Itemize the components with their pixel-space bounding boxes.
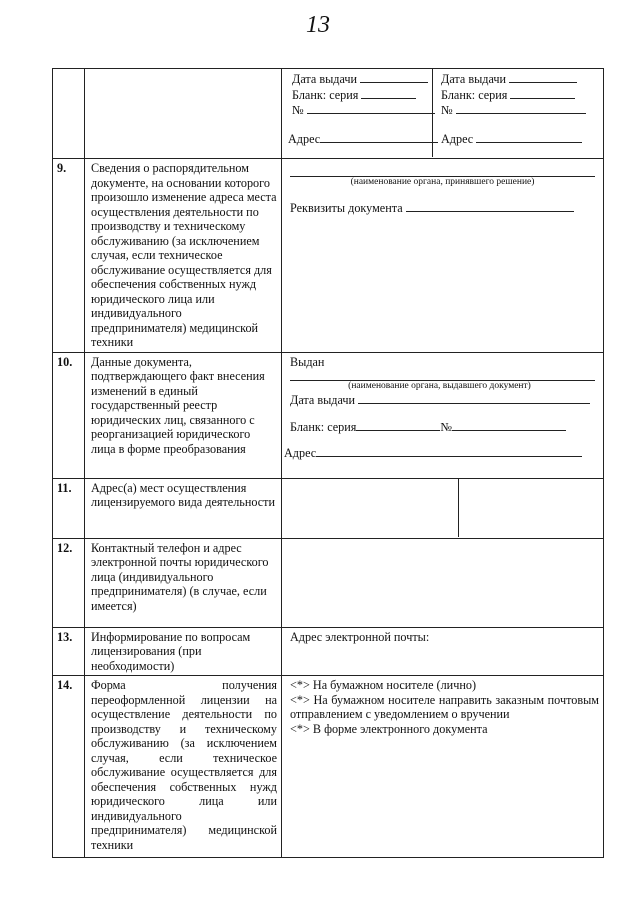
address-field[interactable] (476, 131, 582, 143)
activity-address-cell[interactable] (282, 479, 459, 537)
application-form-table (52, 68, 604, 858)
table-row-13: 13. Информирование по вопросам лицензирования (при необходимости) Адрес электронной почты: (53, 627, 604, 676)
address-field[interactable] (316, 445, 582, 457)
table-row-12: 12. Контактный телефон и адрес электронной почты юридического лица (индивидуального предпринимателя) (в случае, если имеется) (53, 538, 604, 627)
table-row-11: 11. Адрес(а) мест осуществления лицензируемого вида деятельности (53, 478, 604, 538)
series-field[interactable] (510, 87, 575, 99)
issuer-field[interactable] (290, 369, 595, 381)
address-field[interactable] (320, 131, 438, 143)
activity-address-cell[interactable] (459, 479, 604, 537)
option-electronic[interactable]: <*> В форме электронного документа (290, 721, 488, 736)
option-paper-personal[interactable]: <*> На бумажном носителе (лично) (290, 678, 477, 692)
table-row-9: 9. Сведения о распорядительном документе, на основании которого произошло изменение адреса места осуществления деятельности по производству и техническому обслуживанию (за исключением случая, если техническое обслуживание осуществляется для обеспечения собственных нужд юридического лица или индивидуального предпринимателя) медицинской техники (наименование органа, принявшего решение) Реквизиты документа (53, 159, 604, 353)
contact-cell[interactable] (282, 538, 604, 627)
issuance-block-left: Дата выдачи Бланк: серия № Адрес (282, 69, 433, 157)
option-paper-mail[interactable]: <*> На бумажном носителе направить заказным почтовым отправлением с уведомлением о вручении (290, 692, 599, 721)
issuance-block-right: Дата выдачи Бланк: серия № Адрес (433, 69, 604, 157)
date-field[interactable] (360, 71, 428, 83)
email-label: Адрес электронной почты: (282, 627, 604, 676)
date-field[interactable] (509, 71, 577, 83)
number-field[interactable] (456, 102, 586, 114)
series-field[interactable] (356, 419, 440, 431)
number-field[interactable] (452, 419, 566, 431)
table-row-10: 10. Данные документа, подтверждающего факт внесения изменений в единый государственный реестр юридических лиц, связанного с реорганизацией юридического лица в форме преобразования Выдан (наименование органа, выдавшего документ) Дата выдачи Бланк: серия № Адрес (53, 352, 604, 478)
date-field[interactable] (358, 392, 590, 404)
number-field[interactable] (307, 102, 435, 114)
table-row-continuation (53, 69, 604, 159)
table-row-14: 14. Форма получения переоформленной лицензии на осуществление деятельности по производству и техническому обслуживанию (за исключением случая, если техническое обслуживание осуществляется для обеспечения собственных нужд юридического лица или индивидуального предпринимателя) медицинской техники <*> На бумажном носителе (лично) <*> На бумажном носителе направить заказным почтовым отправлением с уведомлением о вручении <*> В форме электронного документа (53, 676, 604, 858)
series-field[interactable] (361, 87, 416, 99)
page-number: 13 (306, 12, 330, 38)
authority-name-field[interactable] (290, 165, 595, 177)
requisites-field[interactable] (406, 200, 574, 212)
